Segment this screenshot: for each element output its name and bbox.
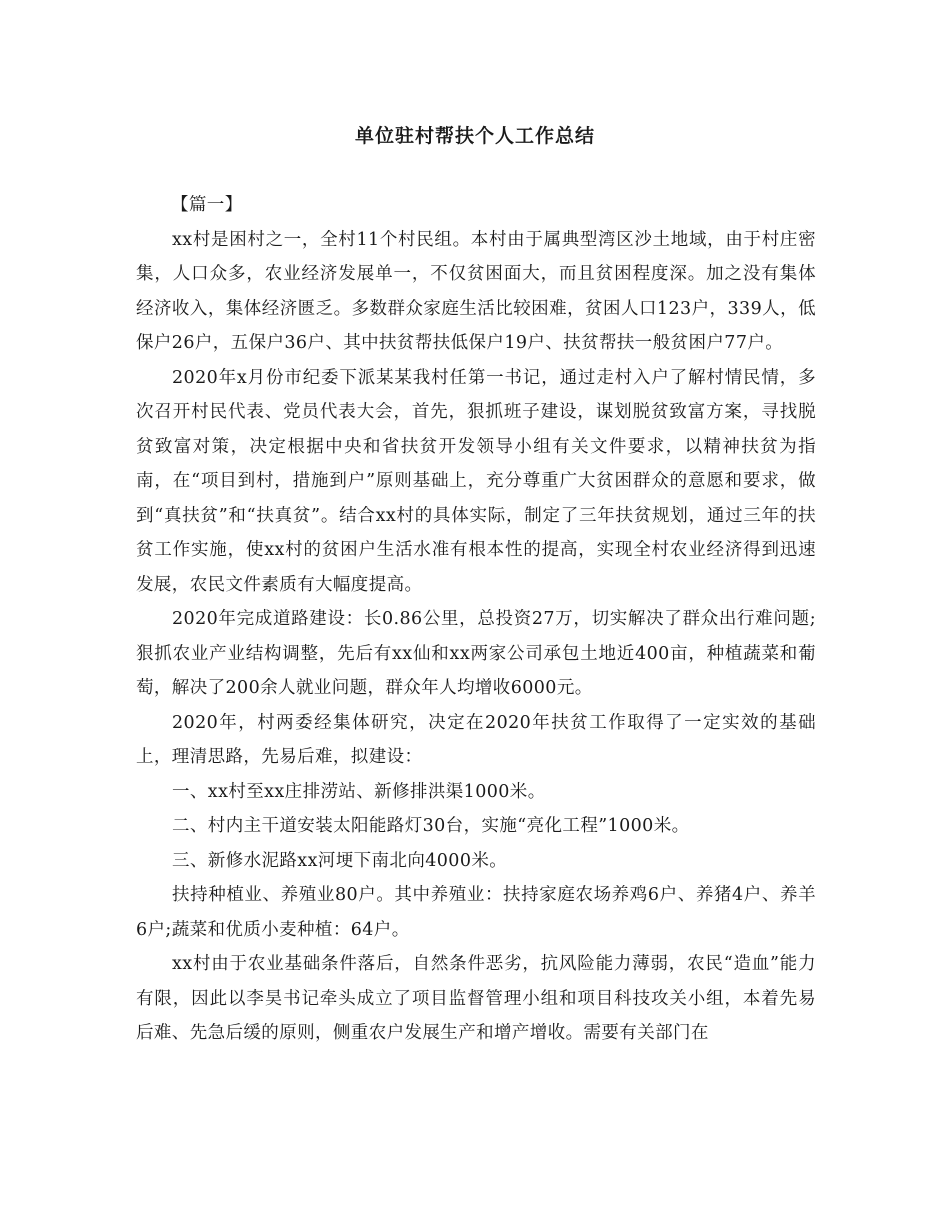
list-item-3: 三、新修水泥路xx河埂下南北向4000米。: [172, 850, 508, 871]
list-item-2: 二、村内主干道安装太阳能路灯30台，实施“亮化工程”1000米。: [172, 816, 690, 836]
paragraph-6: xx村由于农业基础条件落后，自然条件恶劣，抗风险能力薄弱，农民“造血”能力有限，因此以李昊书记牵头成立了项目监督管理小组和项目科技攻关小组，本着先易后难、先急后缓的原则，侧重农户发展生产和增产增收。需要有关部门在: [136, 954, 816, 1043]
list-item-1: 一、xx村至xx庄排涝站、新修排洪渠1000米。: [172, 781, 546, 802]
paragraph-5: 扶持种植业、养殖业80户。其中养殖业：扶持家庭农场养鸡6户、养猪4户、养羊6户;蔬菜和优质小麦种植：64户。: [136, 885, 816, 940]
section-heading: 【篇一】: [171, 195, 243, 215]
paragraph-3: 2020年完成道路建设：长0.86公里，总投资27万，切实解决了群众出行难问题;狠抓农业产业结构调整，先后有xx仙和xx两家公司承包土地近400亩，种植蔬菜和葡萄，解决了200余人就业问题，群众年人均增收6000元。: [136, 609, 816, 698]
paragraph-4: 2020年，村两委经集体研究，决定在2020年扶贫工作取得了一定实效的基础上，理清思路，先易后难，拟建设：: [136, 712, 816, 767]
paragraph-2: 2020年x月份市纪委下派某某我村任第一书记，通过走村入户了解村情民情，多次召开村民代表、党员代表大会，首先，狠抓班子建设，谋划脱贫致富方案，寻找脱贫致富对策，决定根据中央和省扶贫开发领导小组有关文件要求，以精神扶贫为指南，在“项目到村，措施到户”原则基础上，充分尊重广大贫困群众的意愿和要求，做到“真扶贫”和“扶真贫”。结合xx村的具体实际，制定了三年扶贫规划，通过三年的扶贫工作实施，使xx村的贫困户生活水准有根本性的提高，实现全村农业经济得到迅速发展，农民文件素质有大幅度提高。: [136, 367, 816, 595]
paragraph-1: xx村是困村之一，全村11个村民组。本村由于属典型湾区沙土地域，由于村庄密集，人口众多，农业经济发展单一，不仅贫困面大，而且贫困程度深。加之没有集体经济收入，集体经济匮乏。多数群众家庭生活比较困难，贫困人口123户，339人，低保户26户，五保户36户、其中扶贫帮扶低保户19户、扶贫帮扶一般贫困户77户。: [136, 229, 816, 353]
document-title: 单位驻村帮扶个人工作总结: [354, 125, 595, 147]
document-body: [136, 188, 816, 1051]
